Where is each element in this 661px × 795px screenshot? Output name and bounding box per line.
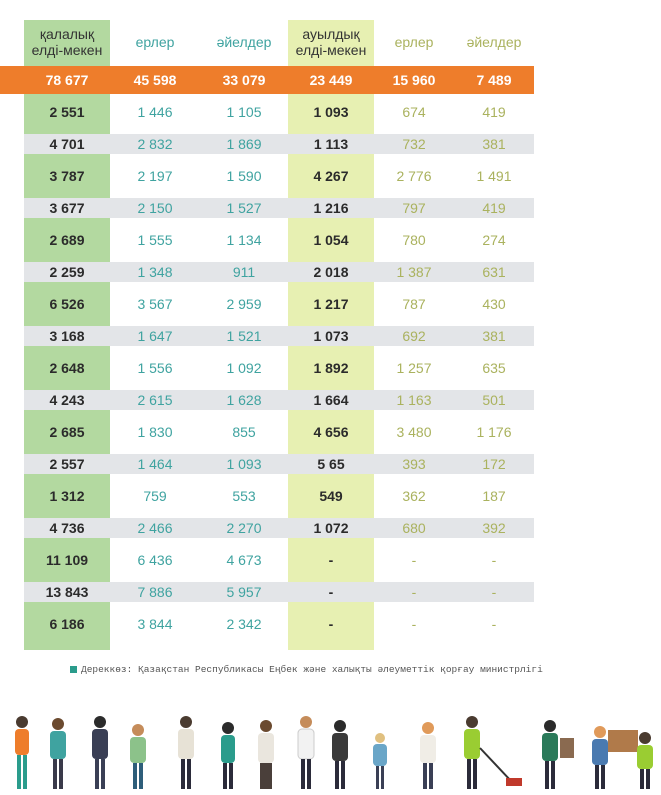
cell-rural-women: 501: [482, 392, 506, 408]
cell-rural-total: 5 65: [317, 456, 345, 472]
cell-urban-total: 4 701: [49, 136, 85, 152]
cell-urban-women: 1 628: [226, 392, 262, 408]
person-2-icon: [50, 718, 66, 789]
cell-rural-total: -: [328, 584, 334, 600]
source-bullet-icon: [70, 666, 77, 673]
cell-urban-total: 6 526: [49, 296, 85, 312]
cell-rural-total: 4 267: [313, 168, 349, 184]
table-row: [24, 576, 534, 608]
cell-rural-total: 1 217: [313, 296, 349, 312]
cell-urban-total: 13 843: [45, 584, 89, 600]
table-row: [24, 384, 534, 416]
cell-urban-men: 2 150: [137, 200, 173, 216]
cell-rural-women: 419: [482, 104, 506, 120]
cell-rural-women: 635: [482, 360, 506, 376]
table-row: [24, 96, 534, 128]
cell-rural-women: 381: [482, 136, 506, 152]
cell-urban-women: 2 270: [226, 520, 262, 536]
total-rural-women: 7 489: [476, 72, 512, 88]
cell-urban-total: 1 312: [49, 488, 85, 504]
person-9-icon: [332, 720, 348, 789]
cell-urban-men: 3 844: [137, 616, 173, 632]
person-4-icon: [130, 724, 146, 789]
cell-urban-men: 1 464: [137, 456, 173, 472]
cell-urban-total: 2 557: [49, 456, 85, 472]
person-14-icon: [592, 726, 638, 789]
total-rural-men: 15 960: [392, 72, 436, 88]
cell-urban-women: 1 105: [226, 104, 262, 120]
cell-rural-men: 1 387: [396, 264, 432, 280]
person-12-icon: [464, 716, 522, 789]
table-row: [24, 544, 534, 576]
header-rural-women: әйелдер: [466, 34, 522, 50]
table-row: [24, 192, 534, 224]
cell-urban-total: 11 109: [45, 552, 89, 568]
cell-rural-women: 392: [482, 520, 506, 536]
cell-rural-women: 1 176: [476, 424, 512, 440]
cell-urban-total: 6 186: [49, 616, 85, 632]
cell-rural-total: -: [328, 616, 334, 632]
cell-urban-total: 2 551: [49, 104, 85, 120]
cell-rural-men: -: [411, 584, 417, 600]
cell-rural-women: 187: [482, 488, 506, 504]
cell-urban-men: 1 647: [137, 328, 173, 344]
cell-rural-men: 680: [402, 520, 426, 536]
cell-urban-men: 1 556: [137, 360, 173, 376]
source-text: Дереккөз: Қазақстан Республикасы Еңбек және халықты әлеуметтік қорғау министрлігі: [81, 664, 543, 675]
cell-urban-men: 759: [143, 488, 167, 504]
cell-rural-men: 362: [402, 488, 426, 504]
cell-urban-men: 2 615: [137, 392, 173, 408]
cell-urban-men: 1 830: [137, 424, 173, 440]
table-row: [24, 448, 534, 480]
header-urban: [24, 20, 110, 64]
cell-urban-total: 2 689: [49, 232, 85, 248]
cell-rural-men: -: [411, 616, 417, 632]
cell-urban-total: 2 648: [49, 360, 85, 376]
cell-urban-women: 4 673: [226, 552, 262, 568]
header-rural: [288, 20, 374, 64]
cell-urban-women: 1 521: [226, 328, 262, 344]
cell-rural-women: 419: [482, 200, 506, 216]
cell-rural-total: 1 664: [313, 392, 349, 408]
cell-urban-total: 2 259: [49, 264, 85, 280]
person-1-icon: [15, 716, 29, 789]
cell-rural-total: 1 113: [313, 136, 349, 152]
cell-urban-women: 1 869: [226, 136, 262, 152]
table-header: [24, 20, 534, 64]
cell-rural-women: 172: [482, 456, 506, 472]
cell-urban-women: 1 093: [226, 456, 262, 472]
person-10-icon: [373, 733, 387, 789]
cell-urban-men: 6 436: [137, 552, 173, 568]
person-15-icon: [637, 732, 653, 789]
table-row: [24, 608, 534, 640]
cell-rural-men: 2 776: [396, 168, 432, 184]
cell-rural-men: 732: [402, 136, 426, 152]
person-6-icon: [221, 722, 235, 789]
cell-rural-women: -: [491, 616, 497, 632]
person-7-icon: [258, 720, 274, 789]
cell-urban-men: 1 348: [137, 264, 173, 280]
source-note: [70, 664, 543, 675]
people-workers-illustration: [0, 708, 661, 795]
cell-rural-men: 797: [402, 200, 426, 216]
header-rural-men: ерлер: [394, 34, 434, 50]
table-row: [24, 160, 534, 192]
table-row: [24, 288, 534, 320]
cell-rural-total: 1 072: [313, 520, 349, 536]
cell-urban-women: 5 957: [226, 584, 262, 600]
table-row: [24, 256, 534, 288]
person-5-icon: [178, 716, 194, 789]
cell-urban-men: 2 197: [137, 168, 173, 184]
cell-urban-men: 1 446: [137, 104, 173, 120]
cell-urban-women: 911: [232, 264, 256, 280]
header-urban-men: ерлер: [135, 34, 175, 50]
cell-urban-women: 855: [232, 424, 256, 440]
cell-urban-women: 553: [232, 488, 256, 504]
table-row: [24, 320, 534, 352]
cell-urban-women: 1 092: [226, 360, 262, 376]
table-row: [24, 128, 534, 160]
cell-rural-total: 1 073: [313, 328, 349, 344]
header-rural-label: ауылдық елді-мекен: [295, 26, 367, 58]
cell-rural-total: 2 018: [313, 264, 349, 280]
cell-rural-women: -: [491, 584, 497, 600]
person-13-icon: [542, 720, 574, 789]
cell-urban-total: 3 677: [49, 200, 85, 216]
cell-rural-men: 1 257: [396, 360, 432, 376]
cell-rural-men: 3 480: [396, 424, 432, 440]
person-3-icon: [92, 716, 108, 789]
cell-urban-women: 2 342: [226, 616, 262, 632]
total-rural: 23 449: [309, 72, 353, 88]
cell-rural-men: 780: [402, 232, 426, 248]
cell-rural-total: 1 054: [313, 232, 349, 248]
cell-rural-women: 381: [482, 328, 506, 344]
cell-rural-women: 631: [482, 264, 506, 280]
total-urban-women: 33 079: [222, 72, 266, 88]
cell-urban-men: 1 555: [137, 232, 173, 248]
person-8-icon: [298, 716, 314, 789]
cell-rural-men: 1 163: [396, 392, 432, 408]
cell-rural-men: -: [411, 552, 417, 568]
table-row: [24, 480, 534, 512]
table-row: [24, 352, 534, 384]
cell-urban-women: 1 527: [226, 200, 262, 216]
cell-rural-men: 674: [402, 104, 426, 120]
cell-rural-women: -: [491, 552, 497, 568]
cell-rural-total: 549: [319, 488, 343, 504]
cell-rural-women: 1 491: [476, 168, 512, 184]
total-urban: 78 677: [45, 72, 89, 88]
total-urban-men: 45 598: [133, 72, 177, 88]
cell-rural-total: 4 656: [313, 424, 349, 440]
header-urban-label: қалалық елді-мекен: [31, 26, 103, 58]
cell-rural-men: 692: [402, 328, 426, 344]
cell-urban-women: 1 590: [226, 168, 262, 184]
cell-urban-total: 4 243: [49, 392, 85, 408]
cell-urban-women: 1 134: [226, 232, 262, 248]
cell-urban-total: 3 168: [49, 328, 85, 344]
cell-urban-men: 3 567: [137, 296, 173, 312]
cell-urban-men: 7 886: [137, 584, 173, 600]
cell-urban-total: 2 685: [49, 424, 85, 440]
cell-urban-men: 2 832: [137, 136, 173, 152]
cell-urban-men: 2 466: [137, 520, 173, 536]
table-row: [24, 512, 534, 544]
cell-rural-total: 1 093: [313, 104, 349, 120]
totals-row: [0, 66, 534, 94]
cell-rural-men: 787: [402, 296, 426, 312]
cell-rural-men: 393: [402, 456, 426, 472]
cell-rural-women: 430: [482, 296, 506, 312]
cell-rural-total: 1 892: [313, 360, 349, 376]
cell-rural-total: -: [328, 552, 334, 568]
cell-rural-women: 274: [482, 232, 506, 248]
cell-urban-women: 2 959: [226, 296, 262, 312]
cell-urban-total: 4 736: [49, 520, 85, 536]
header-urban-women: әйелдер: [216, 34, 272, 50]
cell-urban-total: 3 787: [49, 168, 85, 184]
table-row: [24, 416, 534, 448]
person-11-icon: [420, 722, 436, 789]
cell-rural-total: 1 216: [313, 200, 349, 216]
table-row: [24, 224, 534, 256]
